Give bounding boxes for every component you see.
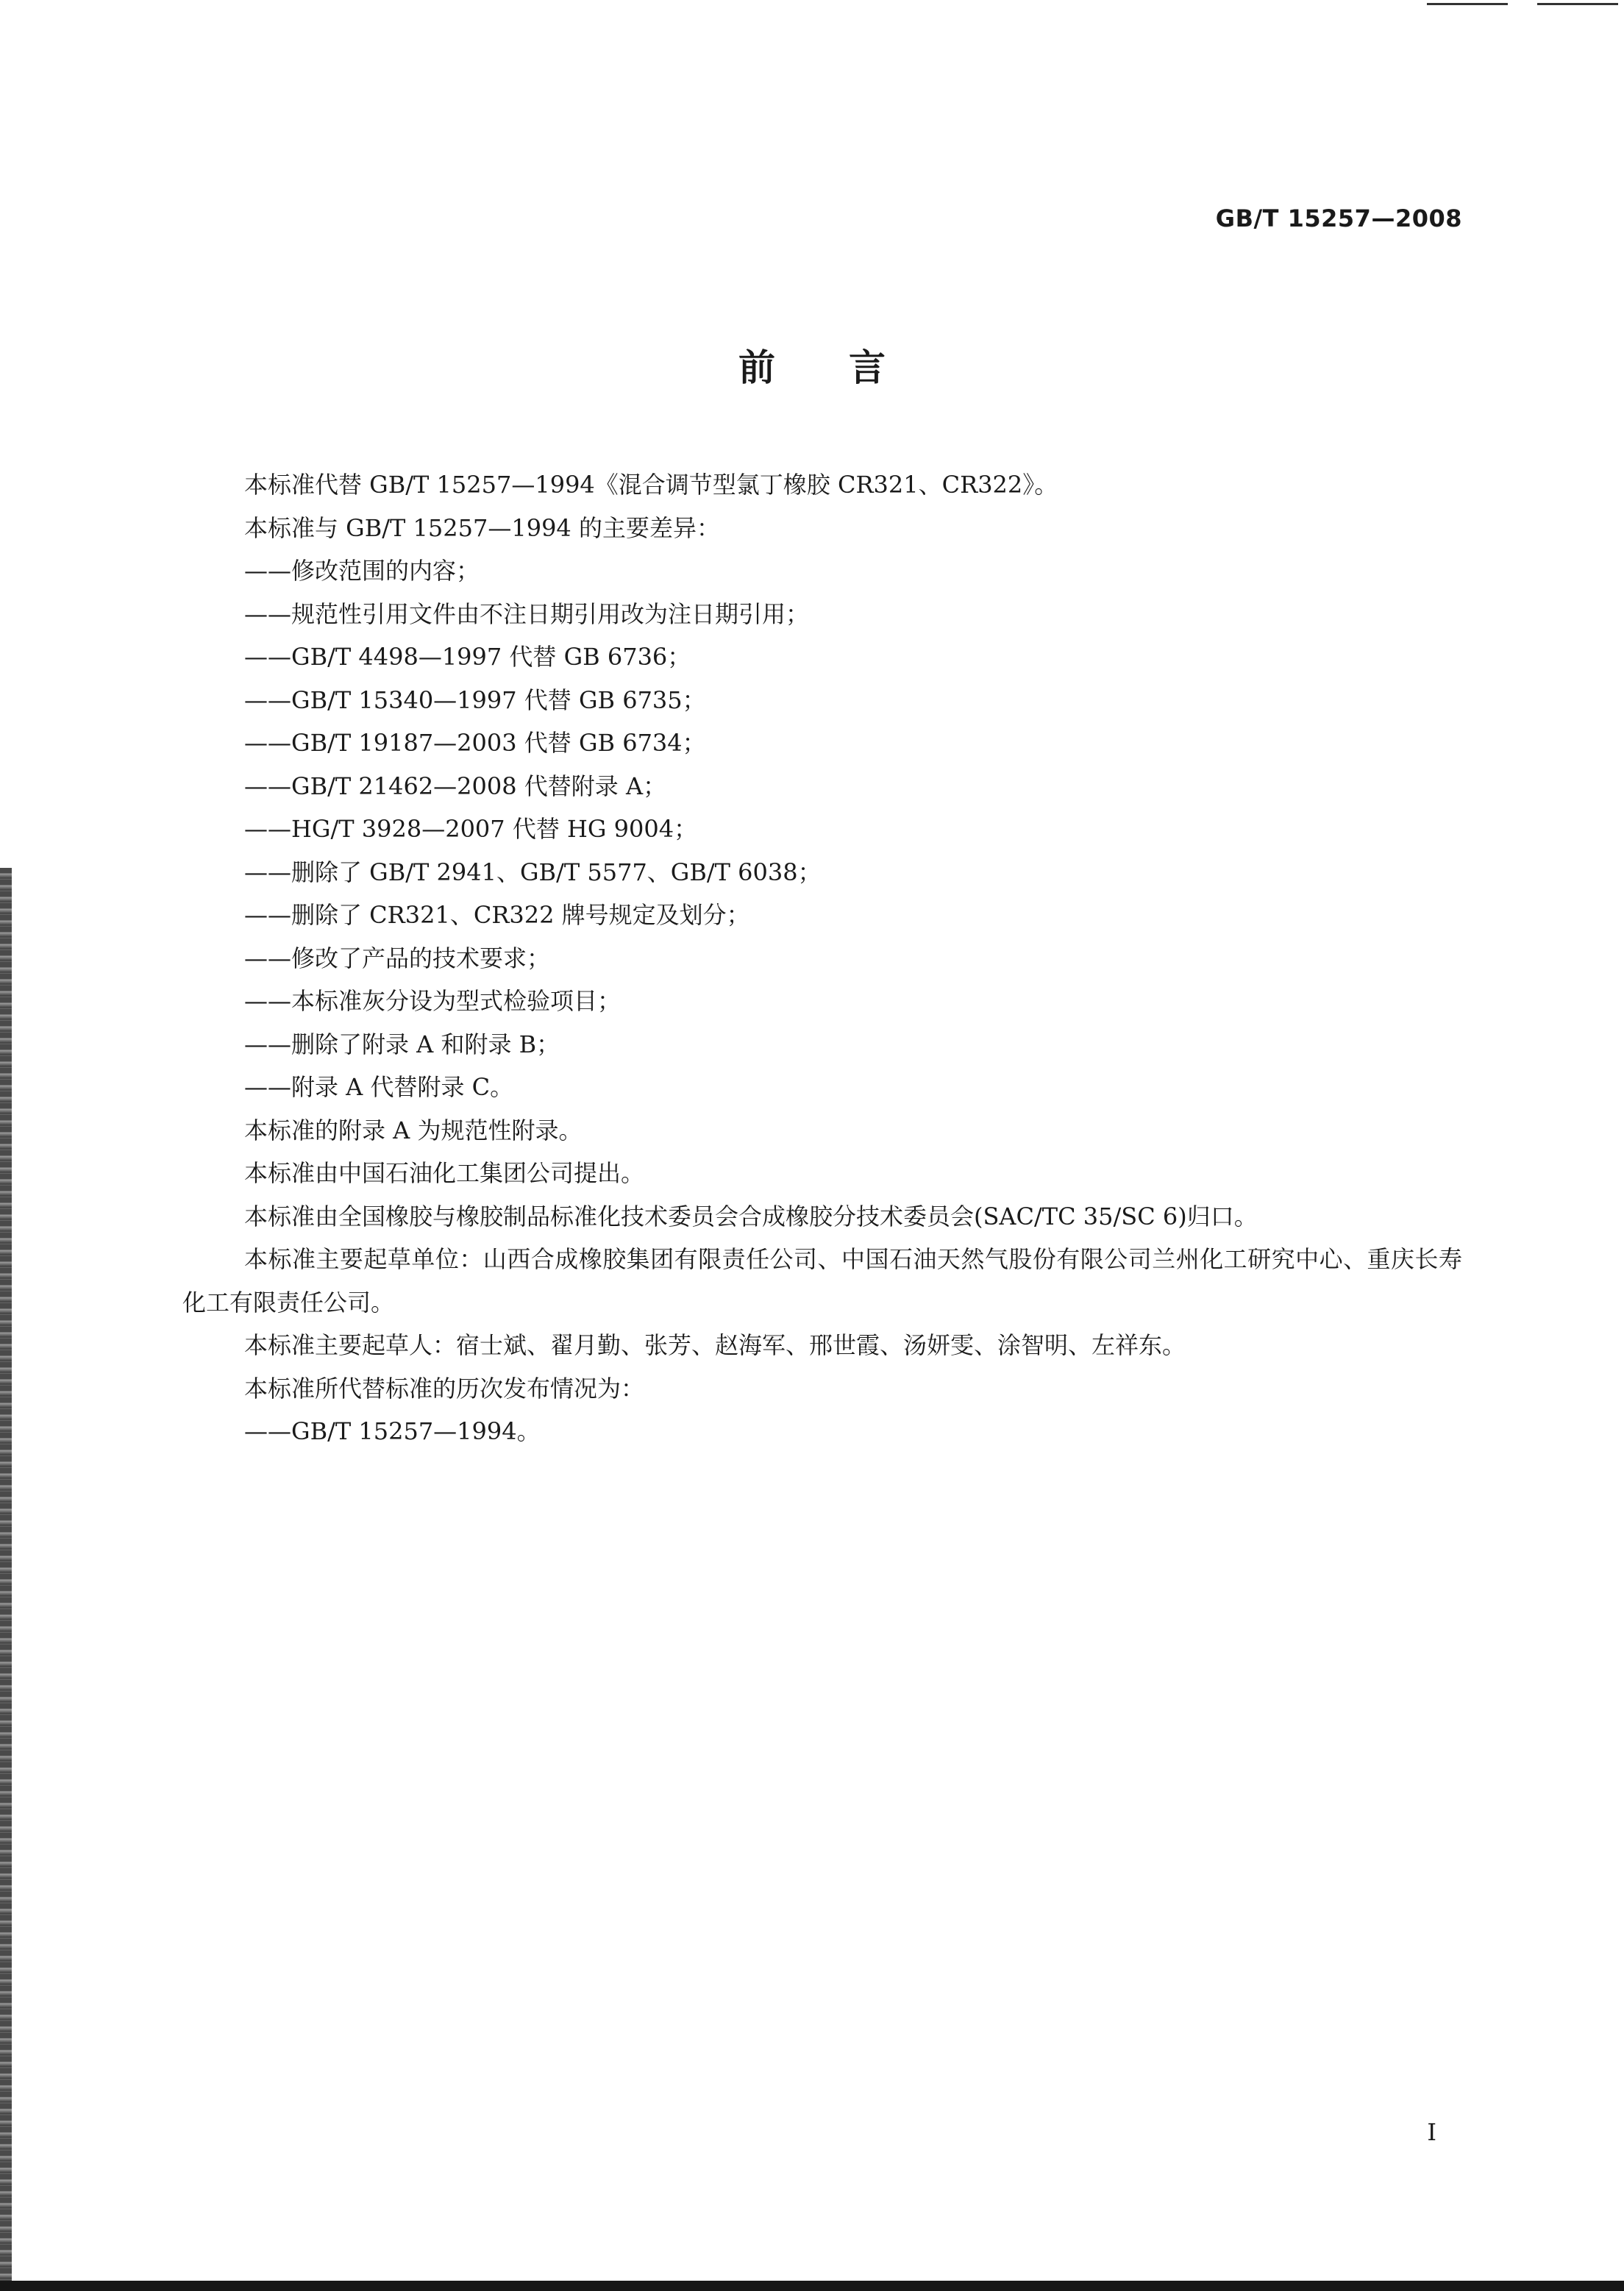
paragraph: 本标准所代替标准的历次发布情况为： [244, 1374, 645, 1403]
list-item: ——GB/T 15257—1994。 [244, 1417, 541, 1445]
list-item: ——规范性引用文件由不注日期引用改为注日期引用； [244, 599, 810, 628]
paragraph: 本标准主要起草人：宿士斌、翟月勤、张芳、赵海军、邢世霞、汤妍雯、涂智明、左祥东。 [244, 1331, 1186, 1359]
page-title: 前 言 [738, 346, 886, 389]
list-item: ——HG/T 3928—2007 代替 HG 9004； [244, 815, 698, 843]
scan-edge-left [0, 868, 12, 2291]
list-item: ——修改范围的内容； [244, 557, 480, 585]
list-item: ——附录 A 代替附录 C。 [244, 1073, 514, 1101]
list-item: ——本标准灰分设为型式检验项目； [244, 987, 622, 1015]
paragraph: 本标准由中国石油化工集团公司提出。 [244, 1159, 645, 1187]
standard-code: GB/T 15257—2008 [1215, 204, 1462, 232]
paragraph: 本标准的附录 A 为规范性附录。 [244, 1116, 583, 1144]
list-item: ——删除了附录 A 和附录 B； [244, 1030, 560, 1058]
list-item: ——GB/T 15340—1997 代替 GB 6735； [244, 685, 706, 714]
list-item: ——修改了产品的技术要求； [244, 944, 551, 972]
list-item: ——删除了 CR321、CR322 牌号规定及划分； [244, 901, 750, 929]
scan-mark-top [1427, 3, 1508, 5]
paragraph: 本标准与 GB/T 15257—1994 的主要差异： [244, 513, 720, 542]
list-item: ——GB/T 4498—1997 代替 GB 6736； [244, 643, 691, 671]
list-item: ——GB/T 21462—2008 代替附录 A； [244, 772, 667, 800]
paragraph: 本标准由全国橡胶与橡胶制品标准化技术委员会合成橡胶分技术委员会(SAC/TC 35/SC 6)归口。 [244, 1202, 1258, 1230]
scan-mark-top [1537, 3, 1618, 5]
paragraph: 本标准代替 GB/T 15257—1994《混合调节型氯丁橡胶 CR321、CR322》。 [244, 471, 1058, 499]
page-number: I [1427, 2118, 1436, 2146]
foreword-body [182, 463, 1462, 1453]
list-item: ——GB/T 19187—2003 代替 GB 6734； [244, 729, 706, 757]
paragraph: 本标准主要起草单位：山西合成橡胶集团有限责任公司、中国石油天然气股份有限公司兰州化工研究中心、重庆长寿化工有限责任公司。 [182, 1245, 1462, 1316]
list-item: ——删除了 GB/T 2941、GB/T 5577、GB/T 6038； [244, 858, 822, 886]
scan-edge-bottom [0, 2281, 1624, 2291]
